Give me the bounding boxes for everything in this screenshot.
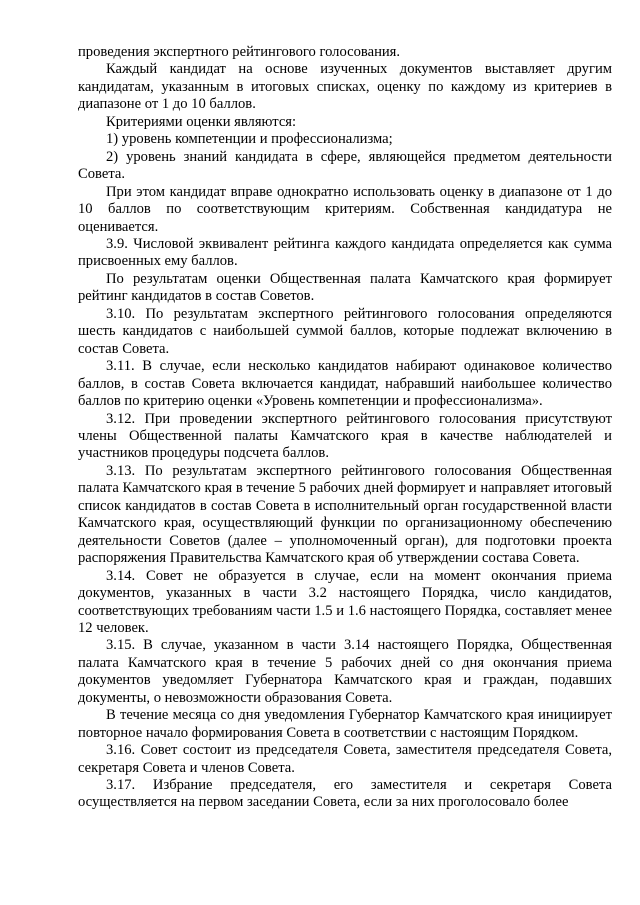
paragraph-3-15: 3.15. В случае, указанном в части 3.14 настоящего Порядка, Общественная палата Камчатского края в течение 5 рабочих дней со дня окончания приема документов уведомляет Губернатора Камчатского края и граждан, подавших документы, о невозможности образования Совета. xyxy=(78,637,612,706)
paragraph-evaluation: Каждый кандидат на основе изученных документов выставляет другим кандидатам, указанным в итоговых списках, оценку по каждому из критериев в диапазоне от 1 до 10 баллов. xyxy=(78,61,612,113)
paragraph-criterion-2: 2) уровень знаний кандидата в сфере, являющейся предметом деятельности Совета. xyxy=(78,148,612,183)
paragraph-repeat-formation: В течение месяца со дня уведомления Губернатор Камчатского края инициирует повторное начало формирования Совета в соответствии с настоящим Порядком. xyxy=(78,707,612,741)
paragraph-criteria-intro: Критериями оценки являются: xyxy=(106,113,297,130)
paragraph-3-17: 3.17. Избрание председателя, его заместителя и секретаря Совета осуществляется на первом заседании Совета, если за них проголосовало более xyxy=(78,777,612,811)
paragraph-3-16: 3.16. Совет состоит из председателя Совета, заместителя председателя Совета, секретаря Совета и членов Совета. xyxy=(78,742,612,776)
paragraph-continuation: проведения экспертного рейтингового голосования. xyxy=(78,44,401,60)
paragraph-3-9: 3.9. Числовой эквивалент рейтинга каждого кандидата определяется как сумма присвоенных ему баллов. xyxy=(78,235,612,270)
paragraph-3-14: 3.14. Совет не образуется в случае, если на момент окончания приема документов, указанных в части 3.2 настоящего Порядка, число кандидатов, соответствующих требованиям части 1.5 и 1.6 настоящего Порядка, составляет менее 12 человек. xyxy=(78,567,612,636)
paragraph-3-12: 3.12. При проведении экспертного рейтингового голосования присутствуют члены Общественной палаты Камчатского края в качестве наблюдателей и участников процедуры подсчета баллов. xyxy=(78,410,612,462)
paragraph-3-10: 3.10. По результатам экспертного рейтингового голосования определяются шесть кандидатов с наибольшей суммой баллов, которые подлежат включению в состав Совета. xyxy=(78,305,612,357)
paragraph-criterion-1: 1) уровень компетенции и профессионализма; xyxy=(106,131,393,148)
document-page xyxy=(78,44,612,812)
paragraph-3-11: 3.11. В случае, если несколько кандидатов набирают одинаковое количество баллов, в состав Совета включается кандидат, набравший наибольшее количество баллов по критерию оценки «Уровень компетенции и профессионализма». xyxy=(78,358,612,410)
paragraph-3-13: 3.13. По результатам экспертного рейтингового голосования Общественная палата Камчатского края в течение 5 рабочих дней формирует и направляет итоговый список кандидатов в состав Совета в исполнительный орган государственной власти Камчатского края, осуществляющий функции по организационному обеспечению деятельности Советов (далее – уполномоченный орган), для подготовки проекта распоряжения Правительства Камчатского края об утверждении состава Совета. xyxy=(78,462,612,567)
paragraph-self-evaluation: При этом кандидат вправе однократно использовать оценку в диапазоне от 1 до 10 баллов по соответствующим критериям. Собственная кандидатура не оценивается. xyxy=(78,183,612,235)
paragraph-rating: По результатам оценки Общественная палата Камчатского края формирует рейтинг кандидатов в состав Советов. xyxy=(78,270,612,305)
